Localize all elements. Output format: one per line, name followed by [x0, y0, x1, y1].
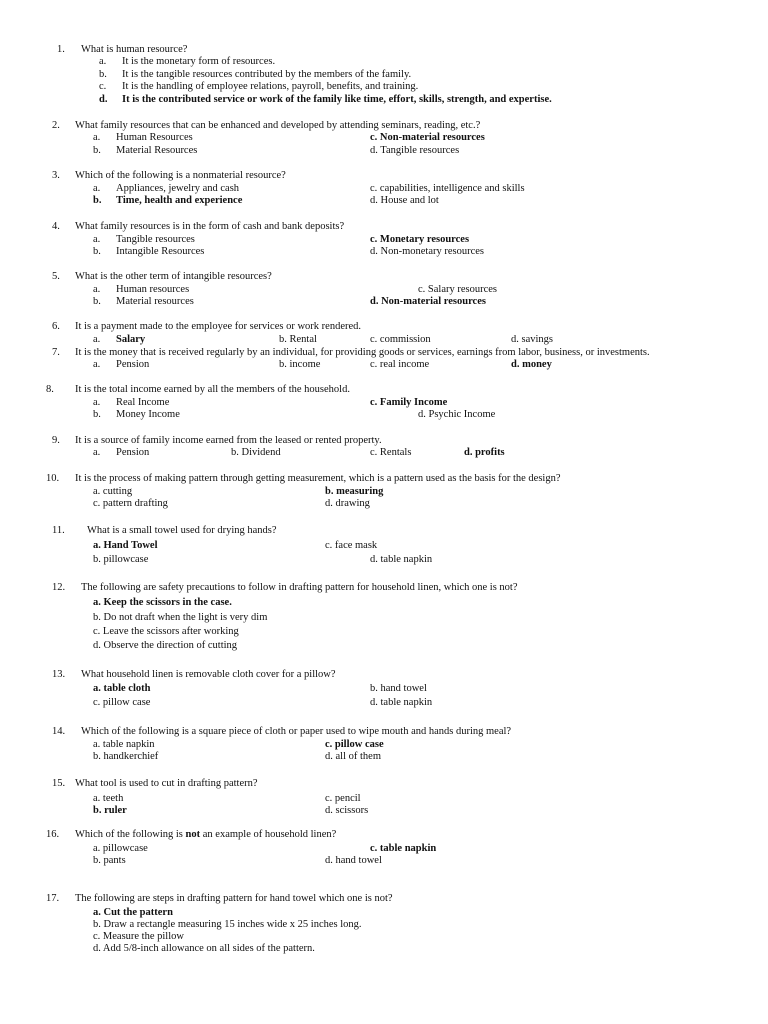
choice-letter: a.	[93, 447, 101, 458]
choice-text: d. savings	[511, 334, 553, 345]
choice-text-answer: b. ruler	[93, 805, 127, 816]
choice-text: d. hand towel	[325, 855, 382, 866]
choice-letter: d.	[99, 94, 108, 105]
question-number: 12.	[52, 582, 66, 593]
question-number: 2.	[52, 120, 60, 131]
choice-text: It is the tangible resources contributed by the members of the family.	[122, 69, 412, 80]
choice-text: It is the monetary form of resources.	[122, 56, 276, 67]
question-text-emphasis: not	[185, 829, 201, 840]
choice-text-answer: c. Non-material resources	[370, 132, 485, 143]
question-text: It is the total income earned by all the members of the household.	[75, 384, 350, 395]
choice-text: d. scissors	[325, 805, 369, 816]
choice-letter: a.	[93, 284, 101, 295]
question-text: It is a payment made to the employee for services or work rendered.	[75, 321, 362, 332]
choice-text: c. real income	[370, 359, 430, 370]
choice-text: c. Measure the pillow	[93, 931, 184, 942]
question-text-part: Which of the following is	[75, 829, 186, 840]
choice-text: Material Resources	[116, 145, 198, 156]
choice-text-answer: c. Monetary resources	[370, 234, 470, 245]
choice-text: d. all of them	[325, 751, 381, 762]
question-number: 5.	[52, 271, 60, 282]
choice-text: c. Rentals	[370, 447, 412, 458]
choice-letter: a.	[93, 397, 101, 408]
question-number: 3.	[52, 170, 60, 181]
choice-letter: b.	[93, 409, 101, 420]
choice-letter: b.	[93, 145, 101, 156]
choice-text-answer: b. measuring	[325, 486, 384, 497]
question-text: It is the money that is received regularly by an individual, for providing goods or services, earnings from labor, business, or investments.	[75, 347, 650, 358]
choice-text-answer: a. table cloth	[93, 683, 151, 694]
choice-text: Tangible resources	[116, 234, 195, 245]
choice-letter: a.	[93, 132, 101, 143]
choice-text: c. commission	[370, 334, 431, 345]
question-text: What family resources that can be enhanced and developed by attending seminars, reading, etc.?	[75, 120, 481, 131]
choice-text: a. cutting	[93, 486, 133, 497]
question-number: 11.	[52, 525, 65, 536]
choice-text: a. table napkin	[93, 739, 155, 750]
choice-text: d. Non-monetary resources	[370, 246, 485, 257]
choice-text-answer: d. money	[511, 359, 552, 370]
choice-text: c. pencil	[325, 793, 361, 804]
choice-text: c. pattern drafting	[93, 498, 168, 509]
question-text: It is the process of making pattern through getting measurement, which is a pattern used as the basis for the design?	[75, 473, 561, 484]
choice-text-answer: c. Family Income	[370, 397, 448, 408]
choice-text: c. capabilities, intelligence and skills	[370, 183, 525, 194]
choice-text: a. pillowcase	[93, 843, 148, 854]
question-number: 10.	[46, 473, 60, 484]
choice-text: b. hand towel	[370, 683, 427, 694]
choice-text: b. pants	[93, 855, 126, 866]
choice-text: Pension	[116, 359, 150, 370]
choice-text: b. pillowcase	[93, 554, 149, 565]
choice-text: c. Salary resources	[418, 284, 498, 295]
choice-text: Pension	[116, 447, 150, 458]
question-number: 6.	[52, 321, 60, 332]
question-text-part: an example of household linen?	[200, 829, 337, 840]
question-text: The following are safety precautions to follow in drafting pattern for household linen, which one is not?	[81, 582, 518, 593]
choice-text: b. handkerchief	[93, 751, 159, 762]
choice-letter: a.	[93, 359, 101, 370]
question-number: 15.	[52, 778, 66, 789]
choice-text: Human Resources	[116, 132, 193, 143]
choice-text-answer: a. Hand Towel	[93, 540, 158, 551]
choice-text-answer: Salary	[116, 334, 146, 345]
choice-text: b. Do not draft when the light is very dim	[93, 612, 268, 623]
question-text: What family resources is in the form of cash and bank deposits?	[75, 221, 345, 232]
question-text: What is the other term of intangible resources?	[75, 271, 272, 282]
choice-text: c. face mask	[325, 540, 378, 551]
choice-text: Human resources	[116, 284, 190, 295]
question-number: 4.	[52, 221, 60, 232]
question-text: The following are steps in drafting pattern for hand towel which one is not?	[75, 893, 393, 904]
choice-text: b. income	[279, 359, 321, 370]
choice-text: d. House and lot	[370, 195, 439, 206]
choice-text: b. Draw a rectangle measuring 15 inches wide x 25 inches long.	[93, 919, 362, 930]
question-text: It is a source of family income earned from the leased or rented property.	[75, 435, 382, 446]
choice-letter: b.	[93, 195, 102, 206]
choice-text: b. Dividend	[231, 447, 281, 458]
question-number: 17.	[46, 893, 60, 904]
choice-text-answer: c. pillow case	[325, 739, 384, 750]
choice-letter: a.	[93, 334, 101, 345]
question-text: Which of the following is a nonmaterial resource?	[75, 170, 286, 181]
question-text: What household linen is removable cloth cover for a pillow?	[81, 669, 336, 680]
choice-text-answer: It is the contributed service or work of the family like time, effort, skills, strength, and expertise.	[122, 94, 552, 105]
choice-text: d. Add 5/8-inch allowance on all sides of the pattern.	[93, 943, 315, 954]
choice-letter: b.	[99, 69, 107, 80]
choice-text: c. Leave the scissors after working	[93, 626, 239, 637]
choice-text: d. table napkin	[370, 554, 433, 565]
choice-text: d. table napkin	[370, 697, 433, 708]
choice-text: d. Observe the direction of cutting	[93, 640, 238, 651]
question-number: 1.	[57, 44, 65, 55]
choice-letter: b.	[93, 246, 101, 257]
question-text: Which of the following is a square piece of cloth or paper used to wipe mouth and hands during meal?	[81, 726, 512, 737]
choice-text: a. teeth	[93, 793, 124, 804]
question-number: 14.	[52, 726, 66, 737]
choice-text: Intangible Resources	[116, 246, 205, 257]
question-number: 8.	[46, 384, 54, 395]
question-text: What is human resource?	[81, 44, 188, 55]
choice-text: c. pillow case	[93, 697, 151, 708]
choice-text-answer: Time, health and experience	[116, 195, 243, 206]
choice-text-answer: c. table napkin	[370, 843, 437, 854]
question-text: What is a small towel used for drying hands?	[87, 525, 277, 536]
choice-text: b. Rental	[279, 334, 317, 345]
choice-text: d. Tangible resources	[370, 145, 460, 156]
question-number: 13.	[52, 669, 66, 680]
choice-text-answer: a. Cut the pattern	[93, 907, 173, 918]
question-number: 16.	[46, 829, 60, 840]
choice-text-answer: a. Keep the scissors in the case.	[93, 597, 232, 608]
choice-text-answer: d. profits	[464, 447, 505, 458]
choice-text-answer: d. Non-material resources	[370, 296, 486, 307]
choice-letter: b.	[93, 296, 101, 307]
choice-letter: a.	[93, 183, 101, 194]
question-number: 7.	[52, 347, 60, 358]
choice-text: Money Income	[116, 409, 180, 420]
choice-text: Material resources	[116, 296, 194, 307]
question-number: 9.	[52, 435, 60, 446]
choice-text: Appliances, jewelry and cash	[116, 183, 240, 194]
choice-letter: c.	[99, 81, 107, 92]
choice-letter: a.	[99, 56, 107, 67]
question-text	[75, 830, 336, 841]
choice-letter: a.	[93, 234, 101, 245]
choice-text: Real Income	[116, 397, 170, 408]
choice-text: It is the handling of employee relations, payroll, benefits, and training.	[122, 81, 419, 92]
question-text: What tool is used to cut in drafting pattern?	[75, 778, 258, 789]
choice-text: d. drawing	[325, 498, 370, 509]
choice-text: d. Psychic Income	[418, 409, 496, 420]
